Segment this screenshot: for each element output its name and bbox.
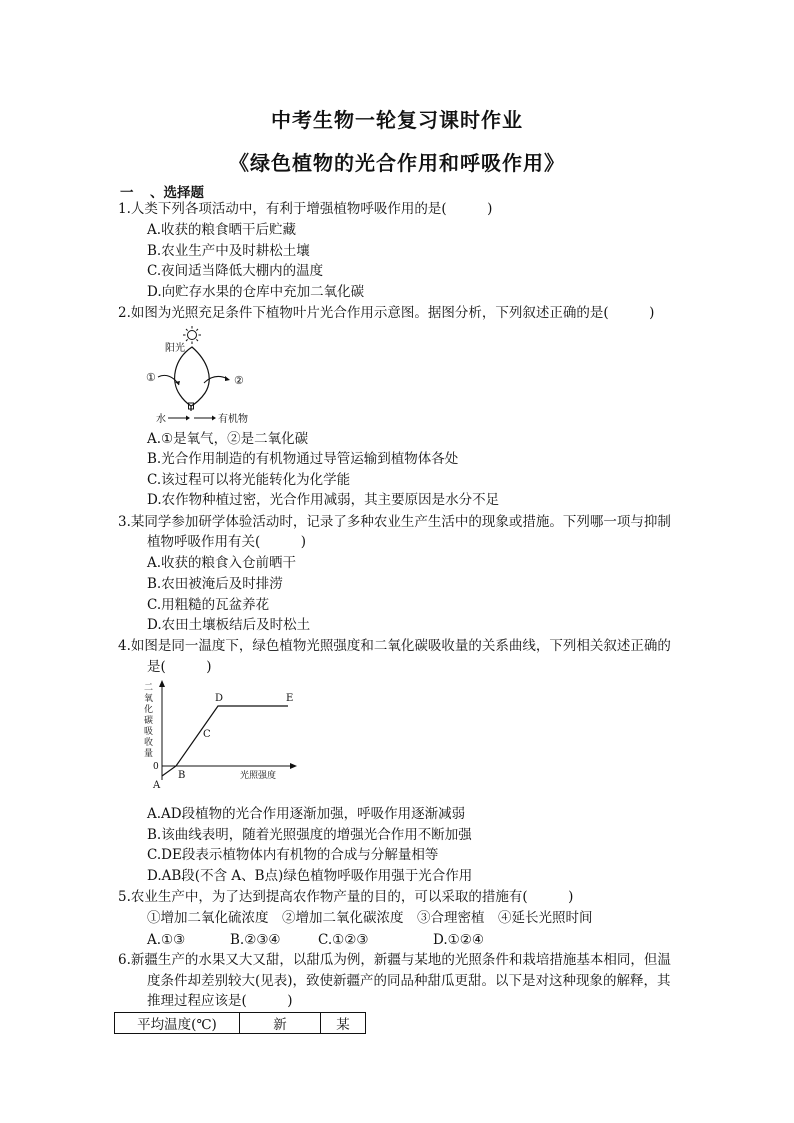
question-1-stem: 1.人类下列各项活动中，有利于增强植物呼吸作用的是( ) [118, 201, 493, 217]
water-arrowhead [186, 416, 190, 421]
x-axis-label: 光照强度 [240, 771, 277, 781]
output-label-2: ② [234, 374, 244, 387]
question-6-stem-line-1: 6.新疆生产的水果又大又甜，以甜瓜为例，新疆与某地的光照条件和栽培措施基本相同，但温 [118, 952, 671, 968]
output-arrow [204, 376, 228, 383]
y-axis-label-char: 碳 [144, 716, 154, 726]
y-axis-arrowhead [159, 680, 165, 687]
q2-option-d: D.农作物种植过密，光合作用减弱，其主要原因是水分不足 [147, 492, 500, 508]
page-subtitle: 《绿色植物的光合作用和呼吸作用》 [229, 151, 565, 175]
table-header-cell: 某 [321, 1013, 366, 1034]
section-number: 一 [120, 185, 134, 201]
question-2-stem: 2.如图为光照充足条件下植物叶片光合作用示意图。据图分析，下列叙述正确的是( ) [118, 305, 655, 321]
y-axis-label-char: 吸 [144, 727, 154, 737]
point-label-d: D [215, 693, 224, 704]
input-arrow [158, 375, 179, 385]
question-5-stem: 5.农业生产中，为了达到提高农作物产量的目的，可以采取的措施有( ) [118, 889, 574, 905]
q3-option-a: A.收获的粮食入仓前晒干 [147, 555, 297, 571]
q1-option-b: B.农业生产中及时耕松土壤 [147, 243, 310, 259]
question-4-stem-line-1: 4.如图是同一温度下，绿色植物光照强度和二氧化碳吸收量的关系曲线，下列相关叙述正确的 [118, 638, 671, 654]
page-title: 中考生物一轮复习课时作业 [271, 108, 523, 132]
question-6-stem-line-2: 度条件却差别较大(见表)，致使新疆产的同品种甜瓜更甜。以下是对这种现象的解释，其 [147, 973, 671, 989]
co2-light-chart [140, 678, 300, 800]
q2-option-b: B.光合作用制造的有机物通过导管运输到植物体各处 [147, 451, 459, 467]
q5-option-d: D.①②④ [433, 932, 484, 948]
table-header-cell: 新 [240, 1013, 321, 1034]
q3-option-b: B.农田被淹后及时排涝 [147, 576, 283, 592]
table-header-cell: 平均温度(℃) [115, 1013, 240, 1034]
water-label: 水 [156, 414, 166, 425]
question-3-stem-line-1: 3.某同学参加研学体验活动时，记录了多种农业生产生活中的现象或措施。下列哪一项与抑制 [118, 514, 671, 530]
q3-option-d: D.农田土壤板结后及时松土 [147, 617, 311, 633]
leaf-photosynthesis-diagram [144, 323, 264, 428]
leaf-icon [175, 347, 210, 411]
q1-option-d: D.向贮存水果的仓库中充加二氧化碳 [147, 284, 365, 300]
sun-icon [183, 326, 201, 344]
question-3-stem-line-2: 植物呼吸作用有关( ) [147, 534, 307, 550]
point-label-a: A [153, 780, 161, 791]
q3-option-c: C.用粗糙的瓦盆养花 [147, 597, 270, 613]
organic-arrowhead [212, 416, 216, 421]
y-axis-label-char: 化 [144, 705, 154, 715]
output-arrowhead [225, 376, 230, 381]
q2-option-a: A.①是氧气，②是二氧化碳 [147, 431, 309, 447]
q5-option-c: C.①②③ [318, 932, 369, 948]
section-heading [120, 181, 204, 201]
question-6-stem-line-3: 推理过程应该是( ) [147, 993, 293, 1009]
origin-label: 0 [153, 762, 159, 772]
q5-option-b: B.②③④ [230, 932, 281, 948]
y-axis-label-char: 二 [144, 683, 154, 693]
sun-label: 阳光 [165, 343, 185, 354]
table-header-row [115, 1013, 366, 1034]
section-name: 、选择题 [150, 185, 204, 201]
q5-option-a: A.①③ [147, 932, 186, 948]
q1-option-a: A.收获的粮食晒干后贮藏 [147, 222, 297, 238]
y-axis-label-char: 氧 [144, 694, 154, 704]
y-axis-label-char: 收 [144, 738, 154, 748]
q4-option-b: B.该曲线表明，随着光照强度的增强光合作用不断加强 [147, 827, 472, 843]
y-axis-label [144, 683, 153, 759]
q2-option-c: C.该过程可以将光能转化为化学能 [147, 472, 351, 488]
q4-option-c: C.DE段表示植物体内有机物的合成与分解量相等 [147, 847, 439, 863]
q4-option-d: D.AB段(不含 A、B点)绿色植物呼吸作用强于光合作用 [147, 868, 473, 884]
q4-option-a: A.AD段植物的光合作用逐渐加强，呼吸作用逐渐减弱 [147, 806, 466, 822]
y-axis-label-char: 量 [144, 749, 154, 759]
point-label-e: E [286, 693, 294, 704]
organic-label: 有机物 [218, 414, 248, 425]
q1-option-c: C.夜间适当降低大棚内的温度 [147, 263, 324, 279]
question-4-stem-line-2: 是( ) [147, 659, 212, 675]
point-label-c: C [203, 729, 211, 740]
q5-statements: ①增加二氧化硫浓度 ②增加二氧化碳浓度 ③合理密植 ④延长光照时间 [147, 910, 593, 926]
point-label-b: B [178, 770, 186, 781]
temperature-table [114, 1012, 366, 1034]
x-axis-arrowhead [290, 763, 297, 769]
input-label-1: ① [146, 371, 156, 384]
